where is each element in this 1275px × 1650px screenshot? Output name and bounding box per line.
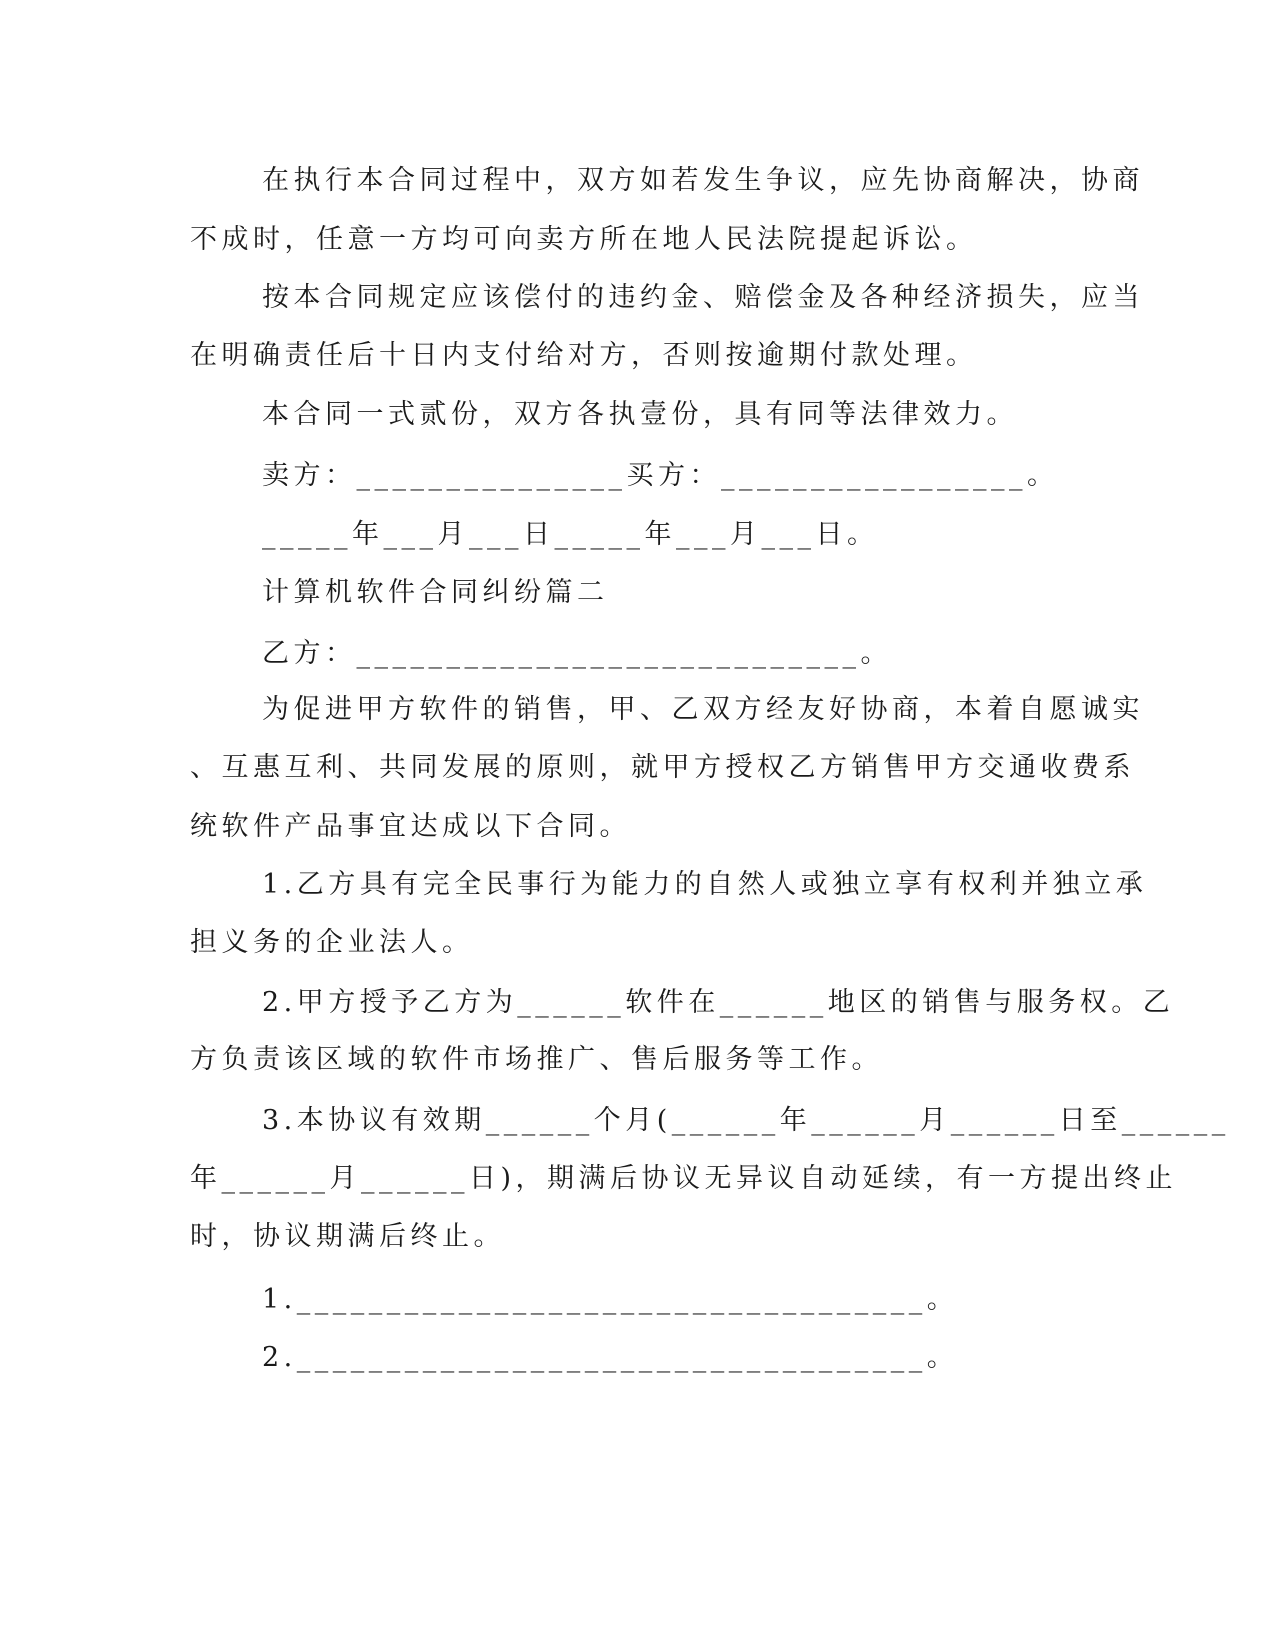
paragraph-dispute-line-2: 不成时，任意一方均可向卖方所在地人民法院提起诉讼。 — [190, 224, 978, 255]
paragraph-dispute-line-1: 在执行本合同过程中，双方如若发生争议，应先协商解决，协商 — [262, 165, 1144, 196]
clause-2-line-1: 2.甲方授予乙方为______软件在______地区的销售与服务权。乙 — [262, 987, 1175, 1018]
paragraph-copies: 本合同一式贰份，双方各执壹份，具有同等法律效力。 — [262, 399, 1018, 430]
clause-1-line-2: 担义务的企业法人。 — [190, 927, 474, 958]
clause-2-line-2: 方负责该区域的软件市场推广、售后服务等工作。 — [190, 1044, 883, 1075]
clause-1-line-1: 1.乙方具有完全民事行为能力的自然人或独立享有权利并独立承 — [262, 869, 1148, 900]
blank-item-1: 1.___________________________________。 — [262, 1284, 959, 1315]
clause-3-line-3: 时，协议期满后终止。 — [190, 1221, 505, 1252]
paragraph-purpose-line-3: 统软件产品事宜达成以下合同。 — [190, 811, 631, 842]
signature-dates: _____年___月___日_____年___月___日。 — [262, 519, 879, 550]
clause-3-line-1: 3.本协议有效期______个月(______年______月______日至______ — [262, 1105, 1230, 1136]
paragraph-compensation-line-1: 按本合同规定应该偿付的违约金、赔偿金及各种经济损失，应当 — [262, 282, 1144, 313]
section-heading: 计算机软件合同纠纷篇二 — [262, 577, 609, 608]
party-b-line: 乙方：____________________________。 — [262, 638, 892, 669]
blank-item-2: 2.___________________________________。 — [262, 1342, 959, 1373]
paragraph-purpose-line-2: 、互惠互利、共同发展的原则，就甲方授权乙方销售甲方交通收费系 — [190, 752, 1135, 783]
signature-seller-buyer: 卖方：_______________买方：_________________。 — [262, 460, 1059, 491]
paragraph-purpose-line-1: 为促进甲方软件的销售，甲、乙双方经友好协商，本着自愿诚实 — [262, 694, 1144, 725]
clause-3-line-2: 年______月______日)，期满后协议无异议自动延续，有一方提出终止 — [190, 1163, 1178, 1194]
paragraph-compensation-line-2: 在明确责任后十日内支付给对方，否则按逾期付款处理。 — [190, 340, 978, 371]
